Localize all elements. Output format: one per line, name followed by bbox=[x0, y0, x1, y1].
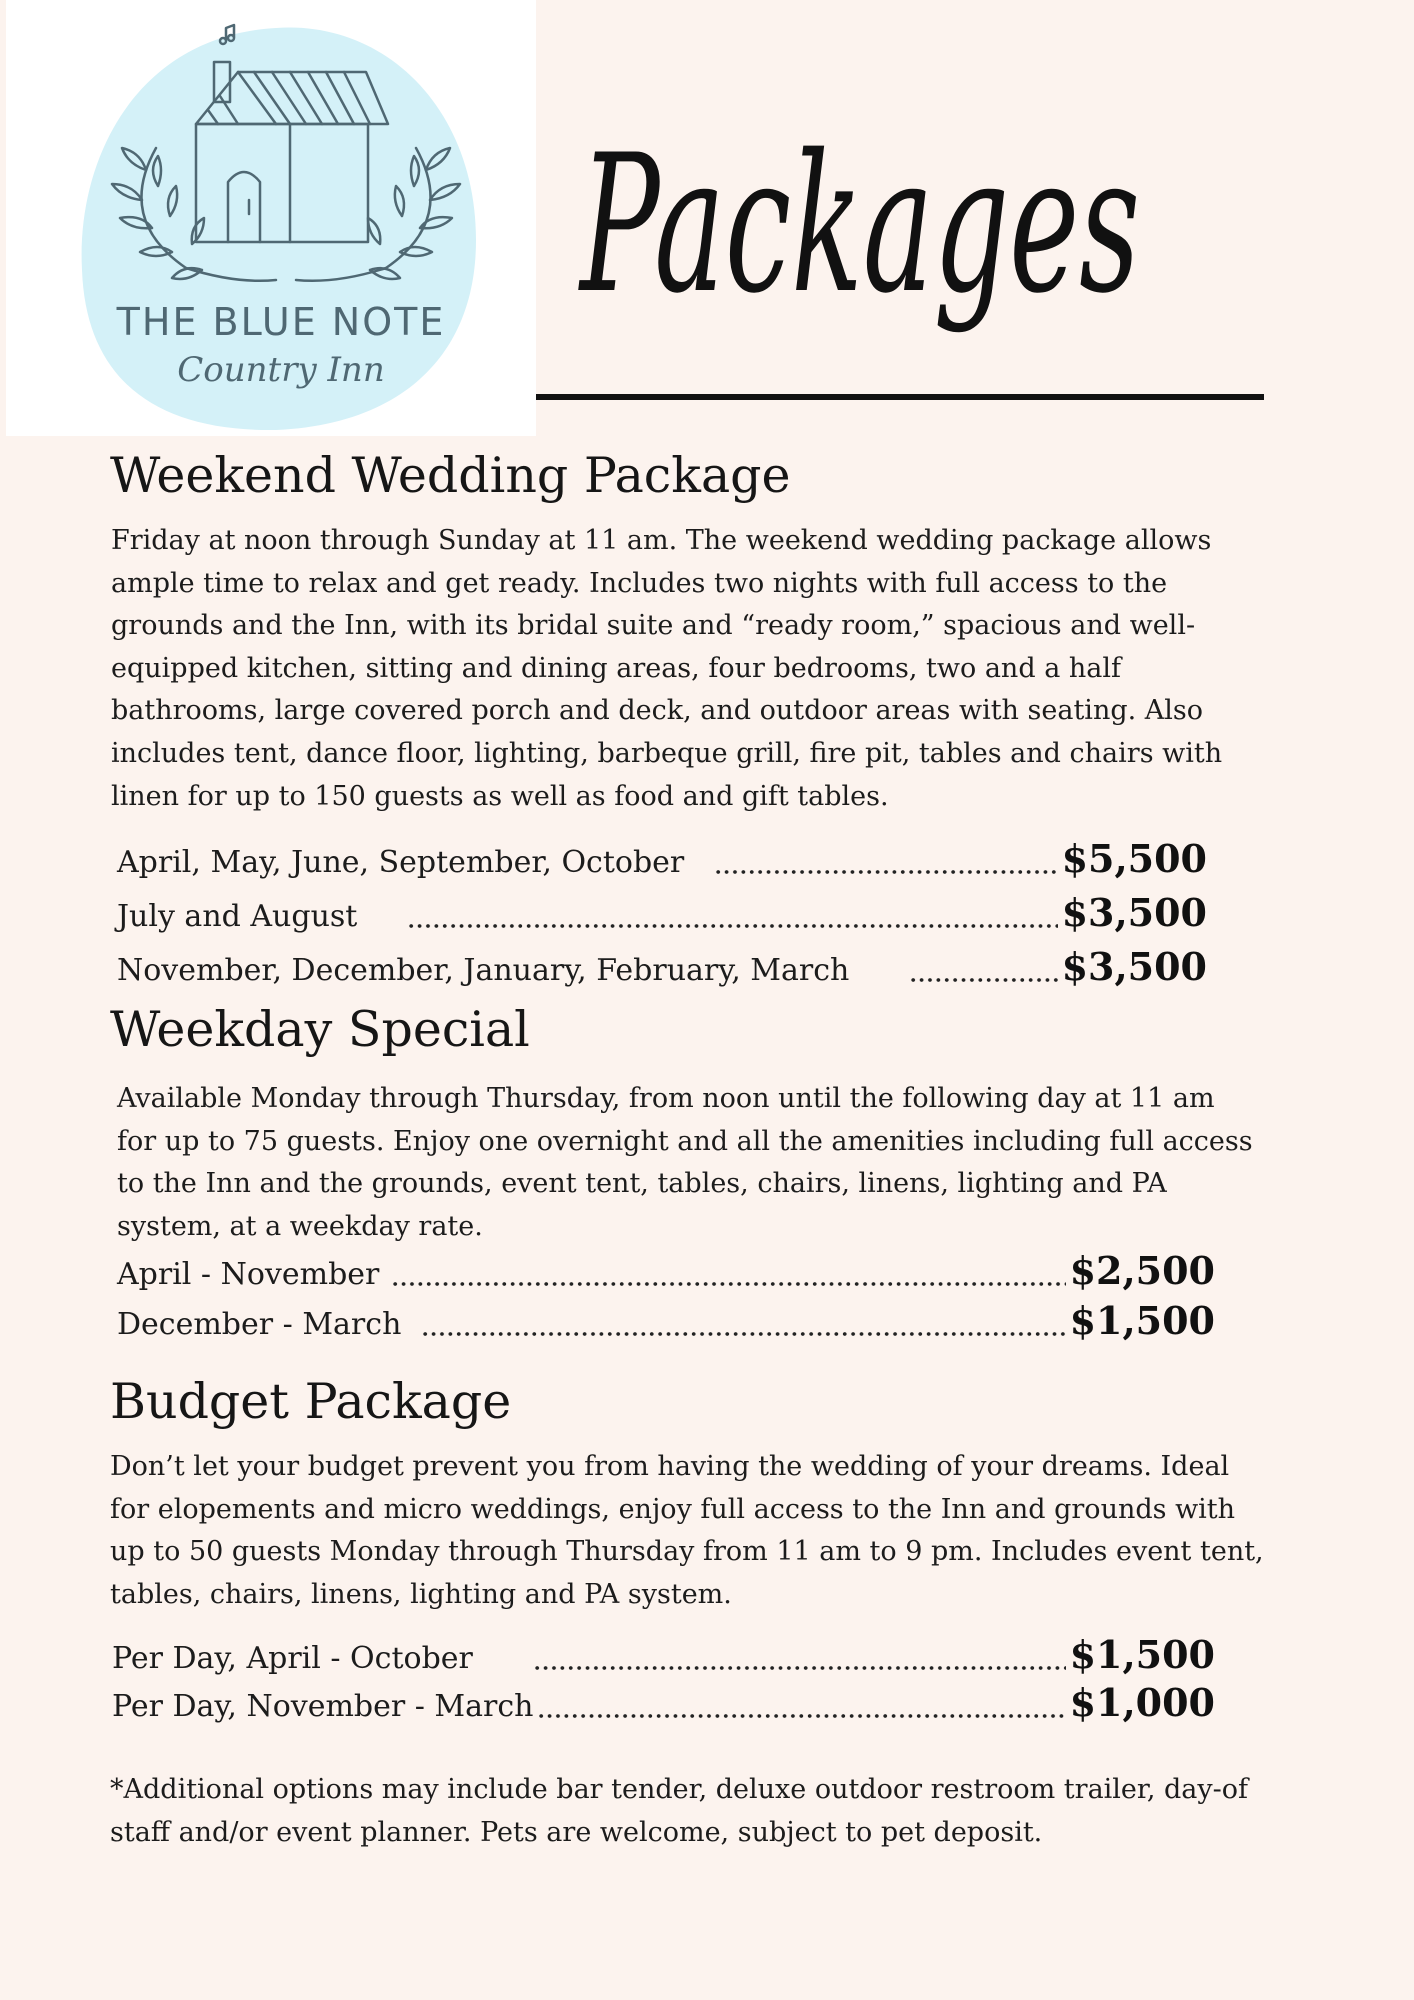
page-title: Packages bbox=[578, 114, 1140, 335]
dot-leader bbox=[533, 1642, 1066, 1672]
price-label: Per Day, April - October bbox=[112, 1641, 473, 1676]
price-label: November, December, January, February, March bbox=[117, 953, 850, 988]
price-label: April, May, June, September, October bbox=[117, 845, 685, 880]
section-title: Weekday Special bbox=[110, 1001, 530, 1058]
section-description: Friday at noon through Sunday at 11 am. The weekend wedding package allows ample time to relax and get ready. Includes two nights with full access to the grounds and the Inn, with its bridal suite and “ready room,” spacious and well-equipped kitchen, sitting and dining areas, four bedrooms, two and a half bathrooms, large covered porch and deck, and outdoor areas with seating. Also includes tent, dance floor, lighting, barbeque grill, fire pit, tables and chairs with linen for up to 150 guests as well as food and gift tables. bbox=[111, 525, 1223, 812]
price-row bbox=[112, 1680, 1215, 1730]
dot-leader bbox=[407, 900, 1057, 930]
price-row bbox=[112, 1632, 1215, 1682]
dot-leader bbox=[714, 846, 1057, 876]
dot-leader bbox=[421, 1308, 1065, 1338]
dot-leader bbox=[909, 954, 1057, 984]
section-description: Don’t let your budget prevent you from having the wedding of your dreams. Ideal for elopements and micro weddings, enjoy full access to the Inn and grounds with up to 50 guests Monday through Thursday from 11 am to 9 pm. Includes event tent, tables, chairs, linens, lighting and PA system. bbox=[110, 1451, 1264, 1610]
price-value: $5,500 bbox=[1061, 836, 1207, 881]
price-row bbox=[117, 944, 1207, 994]
brand-name: THE BLUE NOTE bbox=[116, 300, 446, 344]
price-value: $2,500 bbox=[1069, 1248, 1215, 1293]
price-label: April - November bbox=[117, 1257, 380, 1292]
price-value: $3,500 bbox=[1061, 944, 1207, 989]
price-row bbox=[117, 1298, 1215, 1348]
price-row bbox=[117, 1248, 1215, 1298]
section-title: Weekend Wedding Package bbox=[110, 447, 791, 504]
price-value: $3,500 bbox=[1061, 890, 1207, 935]
price-value: $1,000 bbox=[1069, 1680, 1215, 1725]
dot-leader bbox=[537, 1690, 1065, 1720]
footnote: *Additional options may include bar tender, deluxe outdoor restroom trailer, day-of staff and/or event planner. Pets are welcome, subject to pet deposit. bbox=[110, 1774, 1249, 1848]
price-label: Per Day, November - March bbox=[112, 1689, 534, 1724]
logo bbox=[6, 0, 536, 436]
title-underline bbox=[536, 394, 1264, 400]
page-title-script bbox=[570, 40, 1170, 410]
price-row bbox=[117, 836, 1207, 886]
price-label: December - March bbox=[117, 1307, 402, 1342]
dot-leader bbox=[391, 1258, 1065, 1288]
price-label: July and August bbox=[117, 899, 358, 934]
price-value: $1,500 bbox=[1069, 1298, 1215, 1343]
price-row bbox=[117, 890, 1207, 940]
price-value: $1,500 bbox=[1069, 1632, 1215, 1677]
section-description: Available Monday through Thursday, from noon until the following day at 11 am for up to 75 guests. Enjoy one overnight and all the amenities including full access to the Inn and the grounds, event tent, tables, chairs, linens, lighting and PA system, at a weekday rate. bbox=[117, 1083, 1253, 1242]
brand-subtitle: Country Inn bbox=[177, 350, 385, 390]
section-title: Budget Package bbox=[110, 1373, 512, 1430]
